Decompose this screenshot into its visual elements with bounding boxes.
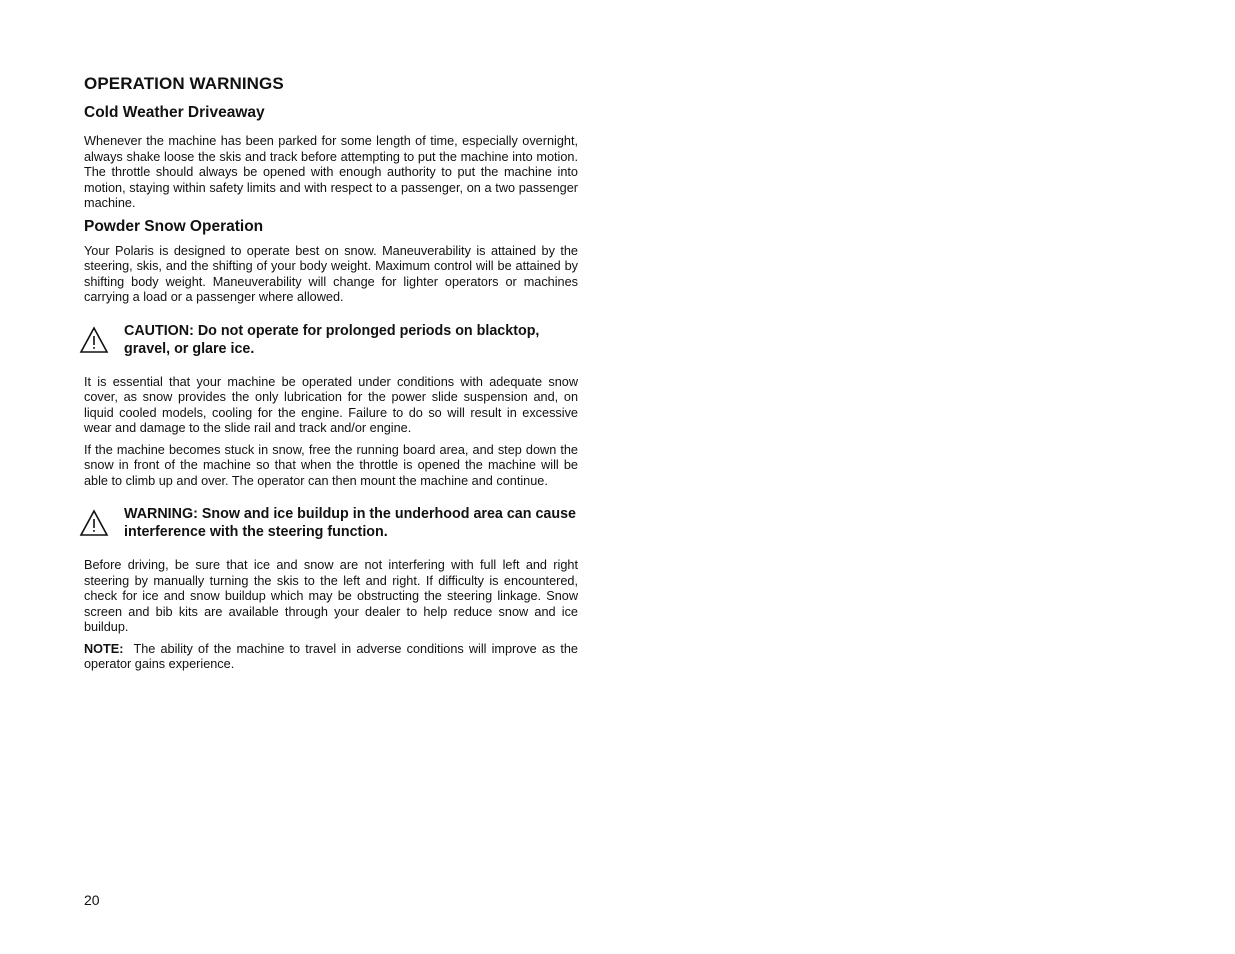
caution-box <box>84 322 578 359</box>
caution-text: CAUTION: Do not operate for prolonged periods on blacktop, gravel, or glare ice. <box>124 322 540 357</box>
paragraph-cold-weather: Whenever the machine has been parked for some length of time, especially overnight, always shake loose the skis and track before attempting to put the machine into motion. The throttle should always be opened with enough authority to put the machine into motion, staying within safety limits and with respect to a passenger, on a two passenger machine. <box>84 134 578 210</box>
page-title: OPERATION WARNINGS <box>84 74 284 93</box>
note-paragraph <box>84 642 578 673</box>
paragraph-steering-check: Before driving, be sure that ice and snow are not interfering with full left and right steering by manually turning the skis to the left and right. If difficulty is encountered, check for ice and snow buildup which may be obstructing the steering linkage. Snow screen and bib kits are available through your dealer to help reduce snow and ice buildup. <box>84 558 578 634</box>
section-heading-powder-snow: Powder Snow Operation <box>84 217 264 235</box>
warning-triangle-icon <box>79 505 124 542</box>
page-number: 20 <box>84 892 100 908</box>
warning-triangle-icon <box>79 322 124 359</box>
paragraph-stuck-in-snow: If the machine becomes stuck in snow, free the running board area, and step down the snow in front of the machine so that when the throttle is opened the machine will be able to climb up and over. The operator can then mount the machine and continue. <box>84 442 578 488</box>
page-column <box>84 74 578 679</box>
note-text: The ability of the machine to travel in adverse conditions will improve as the operator gains experience. <box>84 641 578 671</box>
warning-box <box>84 505 578 542</box>
note-label: NOTE: <box>84 641 124 656</box>
section-heading-cold-weather: Cold Weather Driveaway <box>84 104 265 121</box>
warning-text: WARNING: Snow and ice buildup in the underhood area can cause interference with the steering function. <box>124 506 576 540</box>
paragraph-powder-snow: Your Polaris is designed to operate best on snow. Maneuverability is attained by the steering, skis, and the shifting of your body weight. Maximum control will be attained by shifting body weight. Maneuverability will change for lighter operators or machines carrying a load or a passenger where allowed. <box>84 243 578 304</box>
paragraph-snow-cover: It is essential that your machine be operated under conditions with adequate snow cover, as snow provides the only lubrication for the power slide suspension and, on liquid cooled models, cooling for the engine. Failure to do so will result in excessive wear and damage to the slide rail and track and/or engine. <box>84 374 578 435</box>
